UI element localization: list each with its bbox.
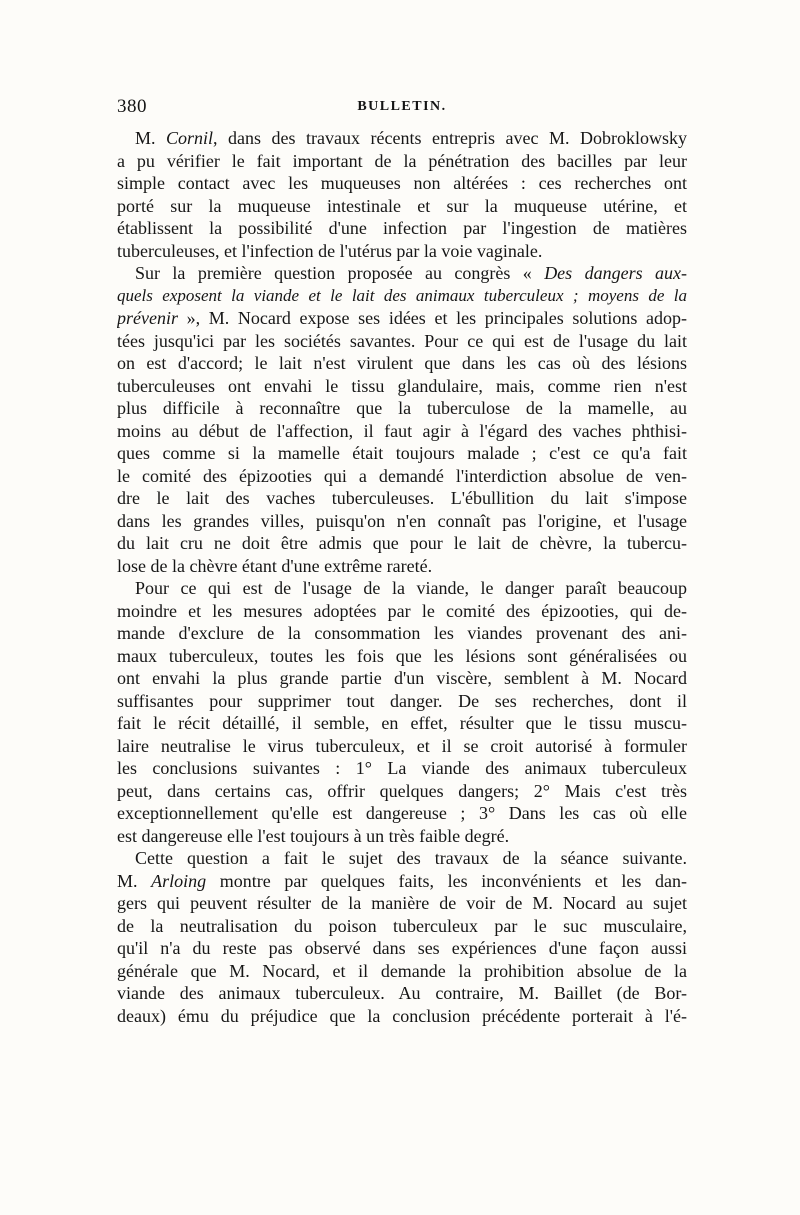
- text-line: tuberculeuses ont envahi le tissu glandulaire, mais, comme rien n'est: [117, 375, 687, 396]
- text-line: suffisantes pour supprimer tout danger. De ses recherches, dont il: [117, 690, 687, 711]
- text-line: simple contact avec les muqueuses non altérées : ces recherches ont: [117, 173, 687, 193]
- text-line: laire neutralise le virus tuberculeux, et il se croit autorisé à formuler: [117, 735, 687, 756]
- text-line: ont envahi la plus grande partie d'un viscère, semblent à M. Nocard: [117, 668, 687, 688]
- text-line: mande d'exclure de la consommation les viandes provenant des ani-: [117, 623, 687, 643]
- text-line: maux tuberculeux, toutes les fois que les lésions sont généralisées ou: [117, 645, 687, 666]
- text-line: M. Arloing montre par quelques faits, les inconvénients et les dan-: [117, 870, 687, 891]
- text-line: viande des animaux tuberculeux. Au contraire, M. Baillet (de Bor-: [117, 983, 687, 1003]
- author-name: Arloing: [151, 870, 207, 891]
- text-line: porté sur la muqueuse intestinale et sur la muqueuse utérine, et: [117, 195, 687, 216]
- text-line: moins au début de l'affection, il faut agir à l'égard des vaches phthisi-: [117, 420, 687, 441]
- text-line: moindre et les mesures adoptées par le comité des épizooties, qui de-: [117, 600, 687, 621]
- text-line: tuberculeuses, et l'infection de l'utérus par la voie vaginale.: [117, 240, 543, 261]
- text-line: a pu vérifier le fait important de la pénétration des bacilles par leur: [117, 150, 687, 171]
- running-head: BULLETIN.: [357, 99, 447, 114]
- text-line: le comité des épizooties qui a demandé l'interdiction absolue de ven-: [117, 465, 687, 486]
- text-line: quels exposent la viande et le lait des animaux tuberculeux ; moyens de la: [117, 285, 687, 305]
- text-line: on est d'accord; le lait n'est virulent que dans les cas où des lésions: [117, 353, 687, 373]
- text-line: plus difficile à reconnaître que la tuberculose de la mamelle, au: [117, 398, 687, 418]
- text-line: générale que M. Nocard, et il demande la prohibition absolue de la: [117, 960, 687, 981]
- text-line: les conclusions suivantes : 1° La viande des animaux tuberculeux: [117, 758, 687, 778]
- text-line: Sur la première question proposée au congrès « Des dangers aux-: [135, 263, 687, 283]
- text-line: de la neutralisation du poison tuberculeux par le suc musculaire,: [117, 915, 687, 936]
- text-line: établissent la possibilité d'une infection par l'ingestion de matières: [117, 218, 687, 238]
- text-line: dre le lait des vaches tuberculeuses. L'ébullition du lait s'impose: [117, 488, 687, 508]
- text-line: deaux) ému du préjudice que la conclusion précédente porterait à l'é-: [117, 1005, 687, 1026]
- text-line: Pour ce qui est de l'usage de la viande, le danger paraît beaucoup: [135, 578, 687, 598]
- text-line: dans les grandes villes, puisqu'on n'en connaît pas l'origine, et l'usage: [117, 510, 687, 531]
- text-line: Cette question a fait le sujet des travaux de la séance suivante.: [135, 848, 687, 868]
- text-line: lose de la chèvre étant d'une extrême rareté.: [117, 555, 433, 576]
- text-line: du lait cru ne doit être admis que pour le lait de chèvre, la tubercu-: [117, 533, 687, 553]
- text-line: gers qui peuvent résulter de la manière de voir de M. Nocard au sujet: [117, 893, 687, 913]
- text-line: prévenir », M. Nocard expose ses idées et les principales solutions adop-: [117, 308, 687, 328]
- text-line: fait le récit détaillé, il semble, en effet, résulter que le tissu muscu-: [117, 713, 687, 733]
- text-line: exceptionnellement qu'elle est dangereuse ; 3° Dans les cas où elle: [117, 803, 687, 823]
- body-text: [117, 127, 687, 1027]
- page-number: 380: [117, 96, 147, 117]
- text-line: est dangereuse elle l'est toujours à un très faible degré.: [117, 825, 510, 846]
- author-name: Cornil: [166, 128, 214, 148]
- text-line: ques comme si la mamelle était toujours malade ; c'est ce qu'a fait: [117, 443, 687, 463]
- page-header: [117, 96, 687, 120]
- text-line: qu'il n'a du reste pas observé dans ses expériences d'une façon aussi: [117, 938, 687, 958]
- text-line: tées jusqu'ici par les sociétés savantes. Pour ce qui est de l'usage du lait: [117, 330, 687, 351]
- text-line: M. Cornil, dans des travaux récents entrepris avec M. Dobroklowsky: [135, 128, 687, 148]
- text-line: peut, dans certains cas, offrir quelques dangers; 2° Mais c'est très: [117, 780, 687, 801]
